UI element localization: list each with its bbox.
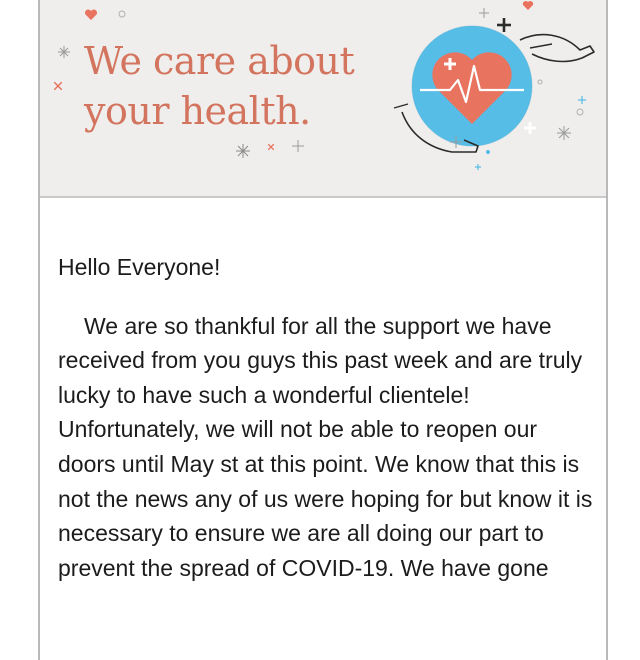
sparkle-icon [292, 140, 304, 152]
x-mark-icon [54, 82, 62, 90]
message-paragraph: We are so thankful for all the support we have received from you guys this past week and are truly lucky to have such a wonderful clientele! Unfortunately, we will not be able to reopen our doors until May st at this point. We know that this is not the news any of us were hoping for but know it is necessary to ensure we are all doing our part to prevent the spread of COVID-19. We have gone [58, 312, 593, 581]
message-body [58, 250, 598, 585]
circle-dot-icon [118, 10, 126, 18]
headline [84, 36, 354, 136]
header-banner [40, 0, 606, 198]
greeting-text: Hello Everyone! [58, 254, 221, 280]
x-mark-icon [268, 144, 274, 150]
health-illustration [380, 0, 606, 196]
email-frame [38, 0, 608, 660]
headline-line-1: We care about [84, 39, 355, 83]
sparkle-icon [236, 144, 250, 158]
headline-line-2: your health. [84, 89, 311, 133]
small-heart-icon [84, 8, 98, 22]
sparkle-icon [58, 46, 70, 58]
